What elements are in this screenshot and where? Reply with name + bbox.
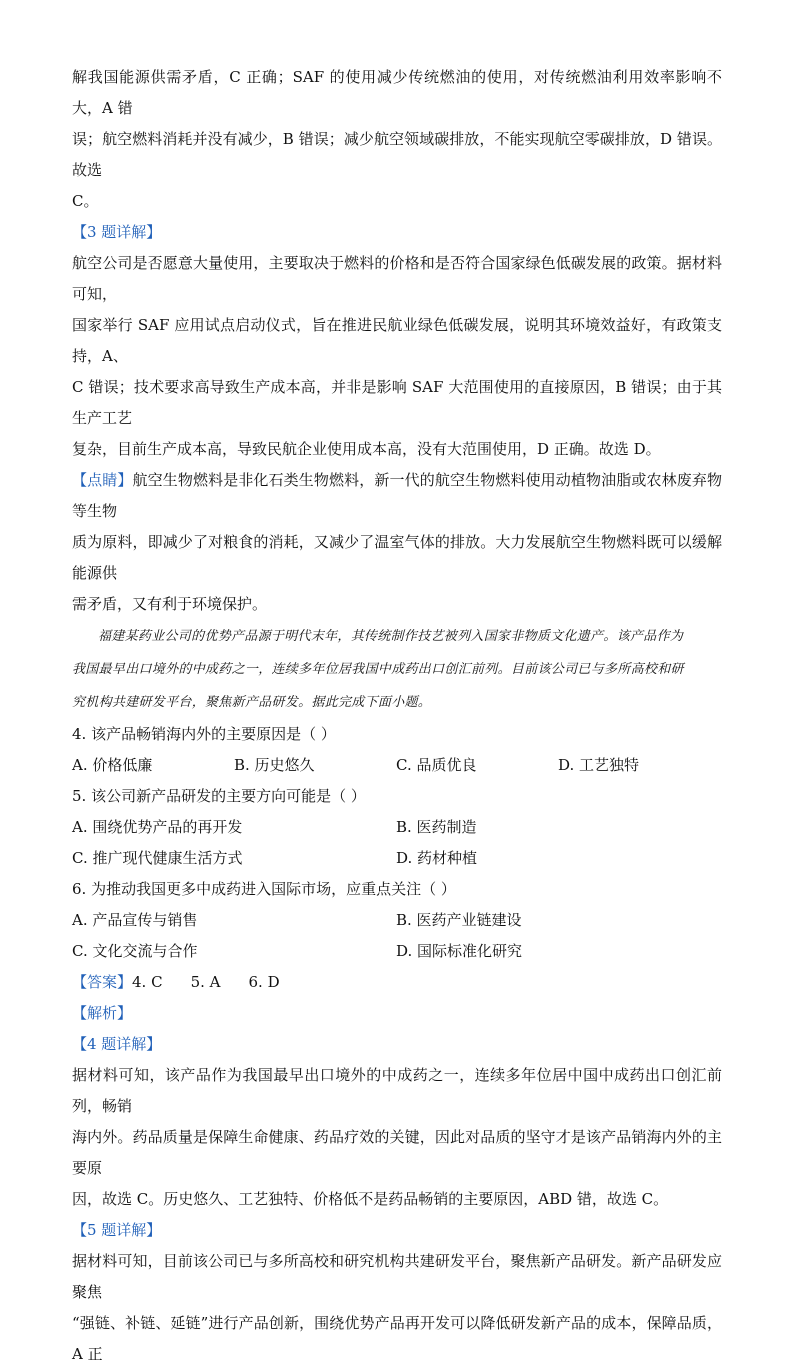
dianjing-heading: 【点睛】	[72, 471, 133, 489]
detail-4-line: 因，故选 C。历史悠久、工艺独特、价格低不是药品畅销的主要原因，ABD 错，故选 C。	[72, 1190, 669, 1208]
question-4-stem: 4. 该产品畅销海内外的主要原因是（ ）	[72, 725, 336, 743]
option-c: C. 品质优良	[396, 756, 477, 774]
option-b: B. 历史悠久	[234, 756, 315, 774]
document-content	[72, 62, 722, 1370]
detail-3-heading: 【3 题详解】	[72, 223, 162, 241]
option-c: C. 推广现代健康生活方式	[72, 849, 243, 867]
option-b: B. 医药产业链建设	[396, 911, 522, 929]
question-5-stem: 5. 该公司新产品研发的主要方向可能是（ ）	[72, 787, 366, 805]
detail-3-line: C 错误；技术要求高导致生产成本高，并非是影响 SAF 大范围使用的直接原因，B 错误；由于其生产工艺	[72, 378, 722, 427]
option-c: C. 文化交流与合作	[72, 942, 198, 960]
material-line: 究机构共建研发平台，聚焦新产品研发。据此完成下面小题。	[72, 695, 432, 710]
detail-4-line: 据材料可知，该产品作为我国最早出口境外的中成药之一，连续多年位居中国中成药出口创汇前列，畅销	[72, 1066, 722, 1115]
question-6-stem: 6. 为推动我国更多中成药进入国际市场，应重点关注（ ）	[72, 880, 456, 898]
detail-3-line: 航空公司是否愿意大量使用，主要取决于燃料的价格和是否符合国家绿色低碳发展的政策。据材料可知，	[72, 254, 722, 303]
option-a: A. 价格低廉	[72, 756, 153, 774]
answer-heading: 【答案】	[72, 973, 133, 991]
detail-5-heading: 【5 题详解】	[72, 1221, 162, 1239]
option-d: D. 工艺独特	[558, 756, 640, 774]
question-5-options-row-2	[72, 843, 722, 874]
paragraph-line: C。	[72, 192, 99, 210]
detail-4-line: 海内外。药品质量是保障生命健康、药品疗效的关键，因此对品质的坚守才是该产品销海内外的主要原	[72, 1128, 722, 1177]
question-5-options-row-1	[72, 812, 722, 843]
option-a: A. 产品宣传与销售	[72, 911, 198, 929]
detail-3-line: 复杂，目前生产成本高，导致民航企业使用成本高，没有大范围使用，D 正确。故选 D。	[72, 440, 661, 458]
dianjing-line: 需矛盾，又有利于环境保护。	[72, 595, 268, 613]
answer-value: 5. A	[190, 973, 221, 991]
detail-4-heading: 【4 题详解】	[72, 1035, 162, 1053]
dianjing-text: 航空生物燃料是非化石类生物燃料，新一代的航空生物燃料使用动植物油脂或农林废弃物等生物	[72, 471, 722, 520]
dianjing-line	[72, 465, 722, 527]
option-d: D. 国际标准化研究	[396, 942, 523, 960]
material-line: 我国最早出口境外的中成药之一，连续多年位居我国中成药出口创汇前列。目前该公司已与多所高校和研	[72, 662, 684, 677]
paragraph-line: 解我国能源供需矛盾，C 正确；SAF 的使用减少传统燃油的使用，对传统燃油利用效率影响不大，A 错	[72, 68, 722, 117]
option-b: B. 医药制造	[396, 818, 477, 836]
material-line: 福建某药业公司的优势产品源于明代末年，其传统制作技艺被列入国家非物质文化遗产。该产品作为	[98, 629, 684, 644]
answer-line	[72, 967, 722, 998]
jiexi-heading: 【解析】	[72, 1004, 133, 1022]
answer-value: 6. D	[248, 973, 280, 991]
question-4-options	[72, 750, 722, 781]
detail-5-line: “强链、补链、延链”进行产品创新，围绕优势产品再开发可以降低研发新产品的成本，保障品质，A 正	[72, 1314, 722, 1363]
paragraph-line: 误；航空燃料消耗并没有减少，B 错误；减少航空领域碳排放，不能实现航空零碳排放，D 错误。故选	[72, 130, 722, 179]
answer-value: 4. C	[132, 973, 163, 991]
question-6-options-row-2	[72, 936, 722, 967]
detail-5-line: 据材料可知，目前该公司已与多所高校和研究机构共建研发平台，聚焦新产品研发。新产品研发应聚焦	[72, 1252, 722, 1301]
option-a: A. 围绕优势产品的再开发	[72, 818, 243, 836]
question-6-options-row-1	[72, 905, 722, 936]
detail-3-line: 国家举行 SAF 应用试点启动仪式，旨在推进民航业绿色低碳发展，说明其环境效益好，有政策支持，A、	[72, 316, 722, 365]
option-d: D. 药材种植	[396, 849, 478, 867]
dianjing-line: 质为原料，即减少了对粮食的消耗，又减少了温室气体的排放。大力发展航空生物燃料既可以缓解能源供	[72, 533, 722, 582]
